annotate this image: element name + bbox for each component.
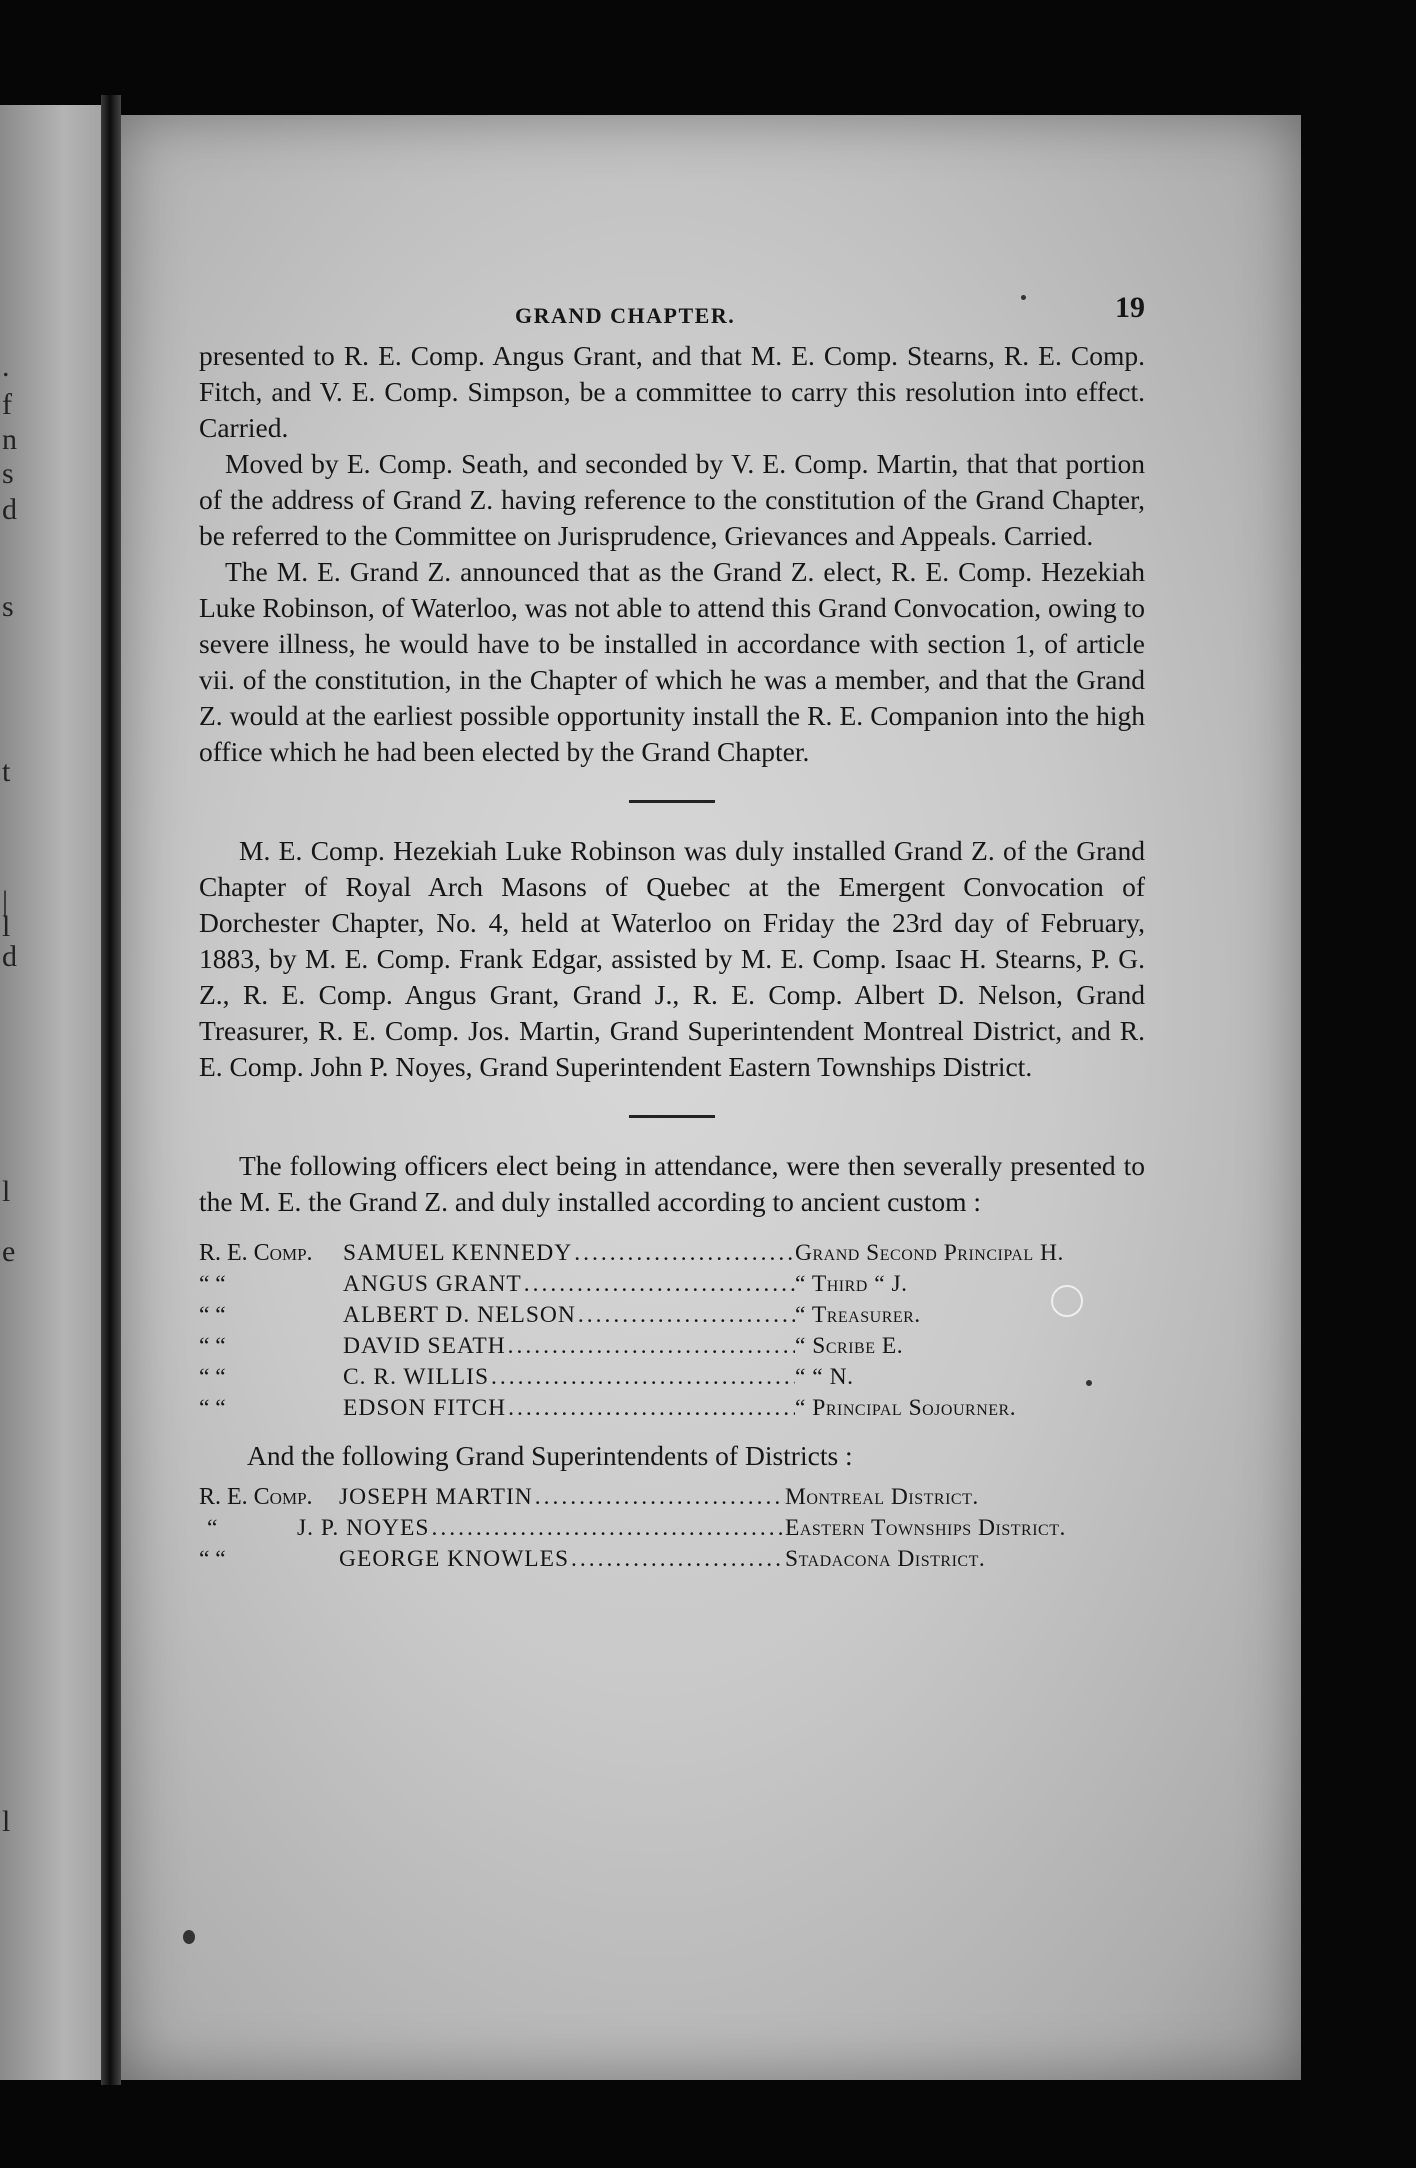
superintendent-district: Eastern Townships District. xyxy=(785,1515,1066,1541)
superintendent-name: J. P. NOYES xyxy=(297,1515,430,1541)
page-number: 19 xyxy=(1115,291,1145,324)
leader-dots xyxy=(569,1544,785,1575)
officer-row xyxy=(199,1331,1145,1362)
paragraph-installation: M. E. Comp. Hezekiah Luke Robinson was duly installed Grand Z. of the Grand Chapter of Royal Arch Masons of Quebec at the Emergent Convocation of Dorchester Chapter, No. 4, held at Waterloo on Friday the 23rd day of February, 1883, by M. E. Comp. Frank Edgar, assisted by M. E. Comp. Isaac H. Stearns, P. G. Z., R. E. Comp. Angus Grant, Grand J., R. E. Comp. Albert D. Nelson, Grand Treasurer, R. E. Comp. Jos. Martin, Grand Superintendent Montreal District, and R. E. Comp. John P. Noyes, Grand Superintendent Eastern Townships District. xyxy=(199,835,1145,1082)
officer-name: ANGUS GRANT xyxy=(343,1271,522,1297)
paragraph-continued: presented to R. E. Comp. Angus Grant, and that M. E. Comp. Stearns, R. E. Comp. Fitch, and V. E. Comp. Simpson, be a committee to carry this resolution into effect. Carried. xyxy=(199,340,1145,443)
superintendent-district: Montreal District. xyxy=(785,1484,979,1510)
officer-row xyxy=(199,1362,1145,1393)
paragraph-motion: Moved by E. Comp. Seath, and seconded by V. E. Comp. Martin, that that portion of the address of Grand Z. having reference to the constitution of the Grand Chapter, be referred to the Committee on Jurisprudence, Grievances and Appeals. Carried. xyxy=(199,448,1145,551)
superintendent-name: JOSEPH MARTIN xyxy=(339,1484,533,1510)
scan-background xyxy=(1301,0,1416,2168)
officer-office: “ “ N. xyxy=(795,1364,854,1390)
book-page xyxy=(121,115,1301,2080)
officers-list xyxy=(199,1238,1145,1424)
superintendent-row xyxy=(199,1482,1145,1513)
officer-prefix: “ “ xyxy=(199,1395,226,1421)
margin-char: l xyxy=(2,910,11,943)
margin-char: e xyxy=(2,1235,16,1268)
officer-name: C. R. WILLIS xyxy=(343,1364,490,1390)
leader-dots xyxy=(576,1300,795,1331)
officer-office: “ Third “ J. xyxy=(795,1271,908,1297)
superintendent-prefix: R. E. Comp. xyxy=(199,1484,313,1510)
superintendent-district: Stadacona District. xyxy=(785,1546,986,1572)
left-page-margin-text xyxy=(0,105,20,2080)
left-facing-page xyxy=(0,105,106,2080)
margin-char: f xyxy=(2,388,12,421)
running-header xyxy=(199,290,1145,338)
officer-prefix: “ “ xyxy=(199,1364,226,1390)
officer-office: “ Principal Sojourner. xyxy=(795,1395,1017,1421)
paper-fleck xyxy=(183,1930,195,1944)
leader-dots xyxy=(489,1362,795,1393)
section-divider xyxy=(629,800,715,803)
margin-char: s xyxy=(2,457,14,490)
superintendent-name: GEORGE KNOWLES xyxy=(339,1546,570,1572)
margin-char: d xyxy=(2,940,17,973)
margin-char: | xyxy=(2,885,9,918)
officer-prefix: “ “ xyxy=(199,1333,226,1359)
officer-row xyxy=(199,1300,1145,1331)
officer-office: “ Treasurer. xyxy=(795,1302,921,1328)
officer-name: EDSON FITCH xyxy=(343,1395,507,1421)
officer-prefix: “ “ xyxy=(199,1271,226,1297)
leader-dots xyxy=(506,1331,795,1362)
officer-row xyxy=(199,1393,1145,1424)
page-content xyxy=(199,290,1145,1575)
officer-name: ALBERT D. NELSON xyxy=(343,1302,576,1328)
leader-dots xyxy=(522,1269,795,1300)
margin-char: d xyxy=(2,493,17,526)
margin-char: n xyxy=(2,423,17,456)
margin-char: l xyxy=(2,1805,11,1838)
paragraph-officers-intro: The following officers elect being in attendance, were then severally presented to the M. E. the Grand Z. and duly installed according to ancient custom : xyxy=(199,1150,1145,1217)
leader-dots xyxy=(533,1482,785,1513)
paragraph-announcement: The M. E. Grand Z. announced that as the Grand Z. elect, R. E. Comp. Hezekiah Luke Robinson, of Waterloo, was not able to attend this Grand Convocation, owing to severe illness, he would have to be installed in accordance with section 1, of article vii. of the constitution, in the Chapter of which he was a member, and that the Grand Z. would at the earliest possible opportunity install the R. E. Companion into the high office which he had been elected by the Grand Chapter. xyxy=(199,556,1145,767)
superintendent-row xyxy=(199,1544,1145,1575)
leader-dots xyxy=(506,1393,795,1424)
superintendent-prefix: “ “ xyxy=(199,1546,226,1572)
officer-row xyxy=(199,1238,1145,1269)
officer-row xyxy=(199,1269,1145,1300)
margin-char: l xyxy=(2,1175,11,1208)
officer-prefix: R. E. Comp. xyxy=(199,1240,313,1266)
superintendent-prefix: “ xyxy=(207,1515,218,1541)
superintendents-heading: And the following Grand Superintendents of Districts : xyxy=(247,1440,853,1471)
superintendent-row xyxy=(199,1513,1145,1544)
margin-char: . xyxy=(2,350,10,383)
officer-name: SAMUEL KENNEDY xyxy=(343,1240,573,1266)
leader-dots xyxy=(572,1238,795,1269)
officer-office: Grand Second Principal H. xyxy=(795,1240,1064,1266)
superintendents-list xyxy=(199,1482,1145,1575)
margin-char: s xyxy=(2,590,14,623)
officer-name: DAVID SEATH xyxy=(343,1333,506,1359)
section-divider xyxy=(629,1115,715,1118)
officer-prefix: “ “ xyxy=(199,1302,226,1328)
running-title: GRAND CHAPTER. xyxy=(515,303,736,328)
margin-char: t xyxy=(2,755,11,788)
book-gutter xyxy=(101,95,121,2085)
leader-dots xyxy=(429,1513,785,1544)
officer-office: “ Scribe E. xyxy=(795,1333,904,1359)
